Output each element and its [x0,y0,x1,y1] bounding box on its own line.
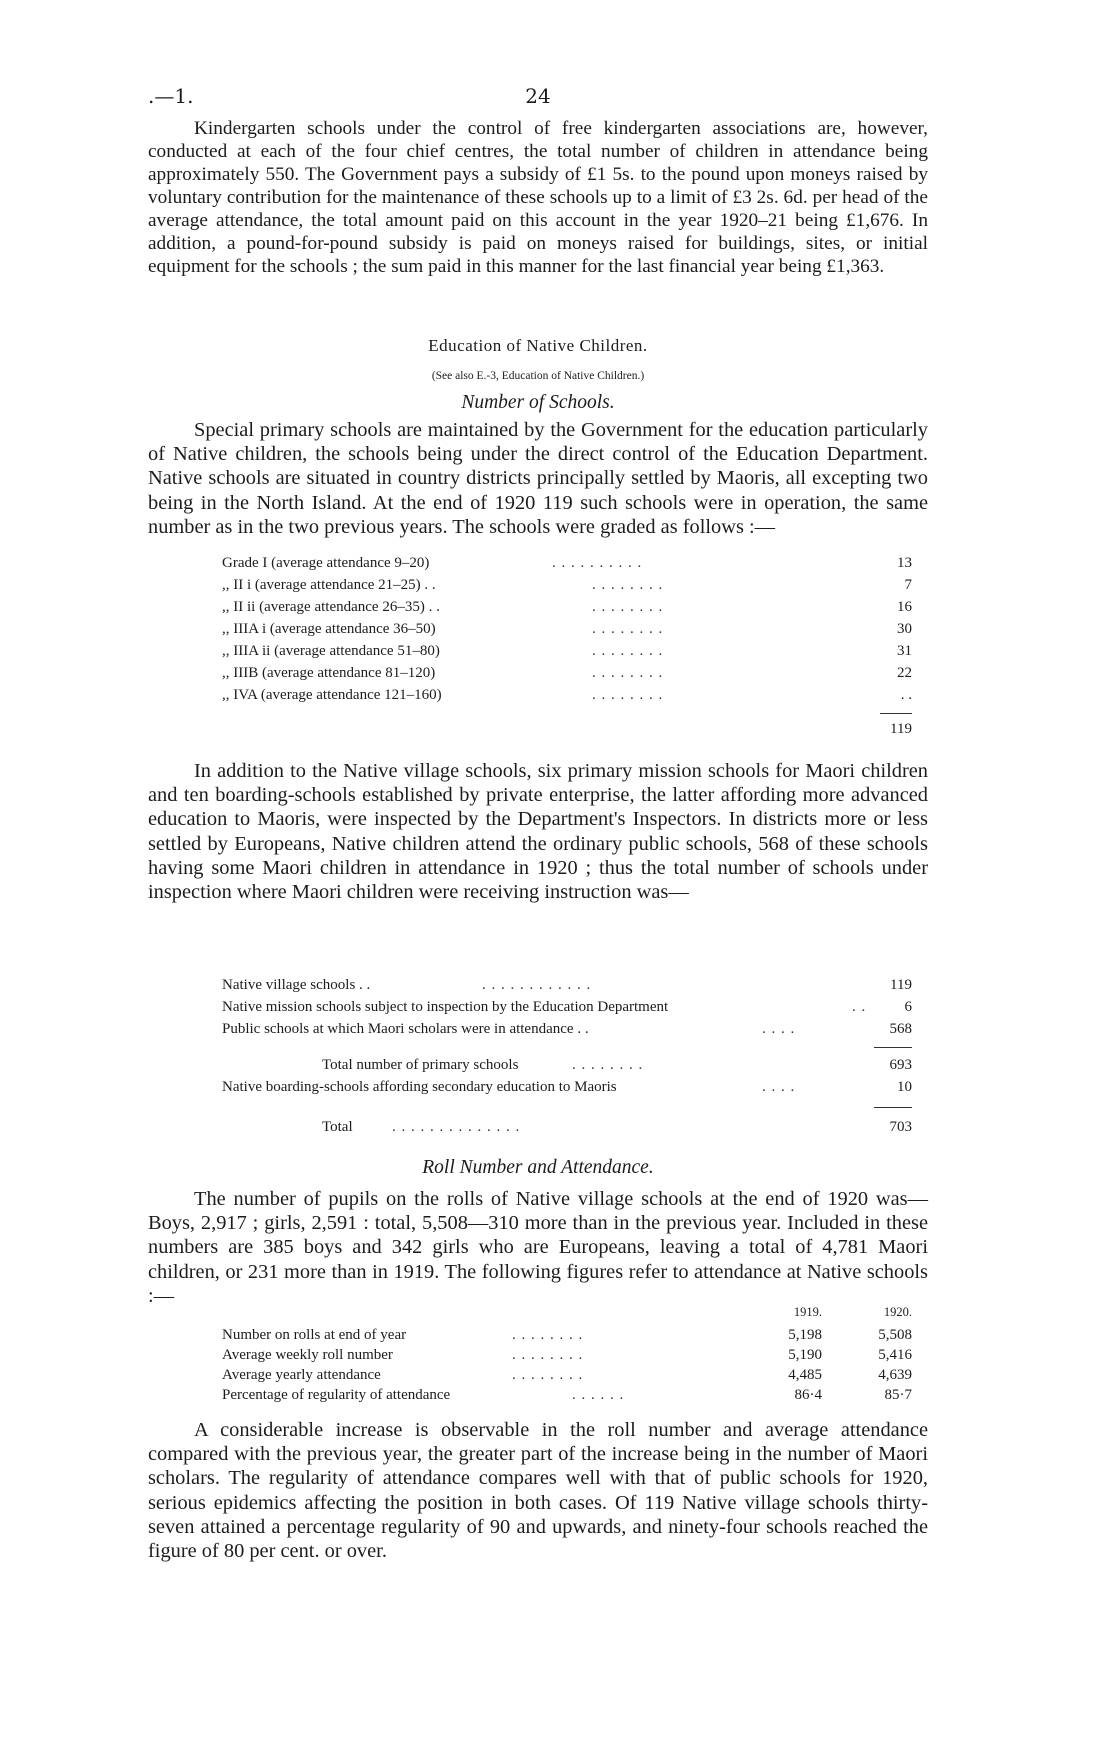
grade-label: ,, IIIA i (average attendance 36–50) [222,621,436,637]
value-1920: 4,639 [878,1367,912,1383]
dot-leaders: . . . . . . . . . . [552,555,643,571]
row-label: Total number of primary schools [322,1057,519,1073]
number-of-schools-paragraph: Special primary schools are maintained by the Government for the education particularly of Native children, the schools being under the direct control of the Education Department. Native schools are situated in country districts principally settled by Maoris, all excepting two being in the North Island. At the end of 1920 119 such schools were in operation, the same number as in the two previous years. The schools were graded as follows :— [148,419,928,538]
dot-leaders: . . . . . . . . [592,665,664,681]
grade-label: ,, II ii (average attendance 26–35) . . [222,599,440,615]
dot-leaders: . . . . . . . . [592,599,664,615]
table-row [222,575,912,596]
sum-rule [874,1047,912,1048]
grades-total: 119 [890,721,912,737]
row-value: 10 [897,1079,912,1095]
row-label: Percentage of regularity of attendance [222,1387,451,1403]
page-number: 24 [525,84,551,108]
value-1919: 86·4 [794,1387,822,1403]
row-label: Average yearly attendance [222,1367,381,1383]
value-1919: 5,198 [788,1327,822,1343]
grade-count: 22 [897,665,912,681]
dot-leaders: . . . . . . . . [592,577,664,593]
row-label: Public schools at which Maori scholars were in attendance . . [222,1021,589,1037]
grade-count: 16 [897,599,912,615]
grade-count: 31 [897,643,912,659]
table-row [222,641,912,662]
dot-leaders: . . . . [762,1079,796,1095]
grade-label: ,, II i (average attendance 21–25) . . [222,577,436,593]
table-row [222,1019,912,1040]
page-header [148,84,928,114]
row-value: 693 [889,1057,912,1073]
grade-count: 13 [897,555,912,571]
row-label: Native mission schools subject to inspection by the Education Department [222,999,669,1015]
dot-leaders: . . . . . . . . [572,1057,644,1073]
grade-label: Grade I (average attendance 9–20) [222,555,430,571]
grade-count: 30 [897,621,912,637]
table-row [222,975,912,996]
see-also-note: (See also E.-3, Education of Native Children.) [431,370,645,382]
dot-leaders: . . . . . . . . [512,1347,584,1363]
table-row [222,619,912,640]
roll-heading: Roll Number and Attendance. [422,1157,654,1178]
table-row [222,1345,912,1365]
number-of-schools-heading: Number of Schools. [461,392,615,413]
grade-count: 7 [904,577,912,593]
mission-paragraph: In addition to the Native village schools, six primary mission schools for Maori children and ten boarding-schools established by private enterprise, the latter affording more advanced education to Maoris, were inspected by the Department's Inspectors. In districts more or less settled by Europeans, Native children attend the ordinary public schools, 568 of these schools having some Maori children in attendance in 1920 ; thus the total number of schools under inspection where Maori children were receiving instruction was— [148,760,928,904]
value-1919: 5,190 [788,1347,822,1363]
row-value: 119 [890,977,912,993]
dot-leaders: . . . . . . [572,1387,625,1403]
value-1920: 5,508 [878,1327,912,1343]
table-row [222,1325,912,1345]
table-row [222,1385,912,1405]
row-value: 703 [889,1119,912,1135]
row-label: Number on rolls at end of year [222,1327,407,1343]
kindergarten-paragraph: Kindergarten schools under the control of free kindergarten associations are, however, conducted at each of the four chief centres, the total number of children in attendance being approximately 550. The Government pays a subsidy of £1 5s. to the pound upon moneys raised by voluntary contribution for the maintenance of these schools up to a limit of £3 2s. 6d. per head of the average attendance, the total amount paid on this account in the year 1920–21 being £1,676. In addition, a pound-for-pound subsidy is paid on moneys raised for buildings, sites, or initial equipment for the schools ; the sum paid in this manner for the last financial year being £1,363. [148,118,928,277]
table-row [222,1077,912,1098]
dot-leaders: . . . . . . . . [592,687,664,703]
dot-leaders: . . . . . . . . [592,643,664,659]
sum-rule [880,713,912,714]
value-1919: 4,485 [788,1367,822,1383]
value-1920: 5,416 [878,1347,912,1363]
document-reference: .—1. [148,84,194,108]
roll-paragraph: The number of pupils on the rolls of Native village schools at the end of 1920 was—Boys, 2,917 ; girls, 2,591 : total, 5,508—310 more than in the previous year. Included in these numbers are 385 boys and 342 girls who are Europeans, leaving a total of 4,781 Maori children, or 231 more than in 1919. The following figures refer to attendance at Native schools :— [148,1188,928,1307]
row-label: Native village schools . . [222,977,371,993]
table-row [222,1055,912,1076]
grade-label: ,, IVA (average attendance 121–160) [222,687,442,703]
section-title: Education of Native Children. [428,336,648,355]
table-row [222,997,912,1018]
value-1920: 85·7 [884,1387,912,1403]
table-row [222,1365,912,1385]
grade-count: . . [900,687,912,703]
year-header: 1919. [793,1305,822,1319]
dot-leaders: . . . . . . . . [512,1327,584,1343]
row-value: 568 [889,1021,912,1037]
year-header: 1920. [883,1305,912,1319]
table-row [222,663,912,684]
total-row [222,719,912,740]
dot-leaders: . . . . . . . . . . . . . . [392,1119,521,1135]
dot-leaders: . . . . [762,1021,796,1037]
row-label: Total [322,1119,353,1135]
sum-rule [874,1107,912,1108]
row-label: Native boarding-schools affording secondary education to Maoris [222,1079,617,1095]
dot-leaders: . . . . . . . . [512,1367,584,1383]
table-row [222,553,912,574]
table-row [222,1117,912,1138]
dot-leaders: . . [852,999,867,1015]
grade-label: ,, IIIA ii (average attendance 51–80) [222,643,440,659]
grade-label: ,, IIIB (average attendance 81–120) [222,665,436,681]
closing-paragraph: A considerable increase is observable in the roll number and average attendance compared with the previous year, the greater part of the increase being in the number of Maori scholars. The regularity of attendance compares well with that of public schools for 1920, serious epidemics affecting the position in both cases. Of 119 Native village schools thirty-seven attained a percentage regularity of 90 and upwards, and ninety-four schools reached the figure of 80 per cent. or over. [148,1419,928,1563]
dot-leaders: . . . . . . . . . . . . [482,977,592,993]
dot-leaders: . . . . . . . . [592,621,664,637]
table-row [222,597,912,618]
row-value: 6 [904,999,912,1015]
table-row [222,685,912,706]
row-label: Average weekly roll number [222,1347,393,1363]
